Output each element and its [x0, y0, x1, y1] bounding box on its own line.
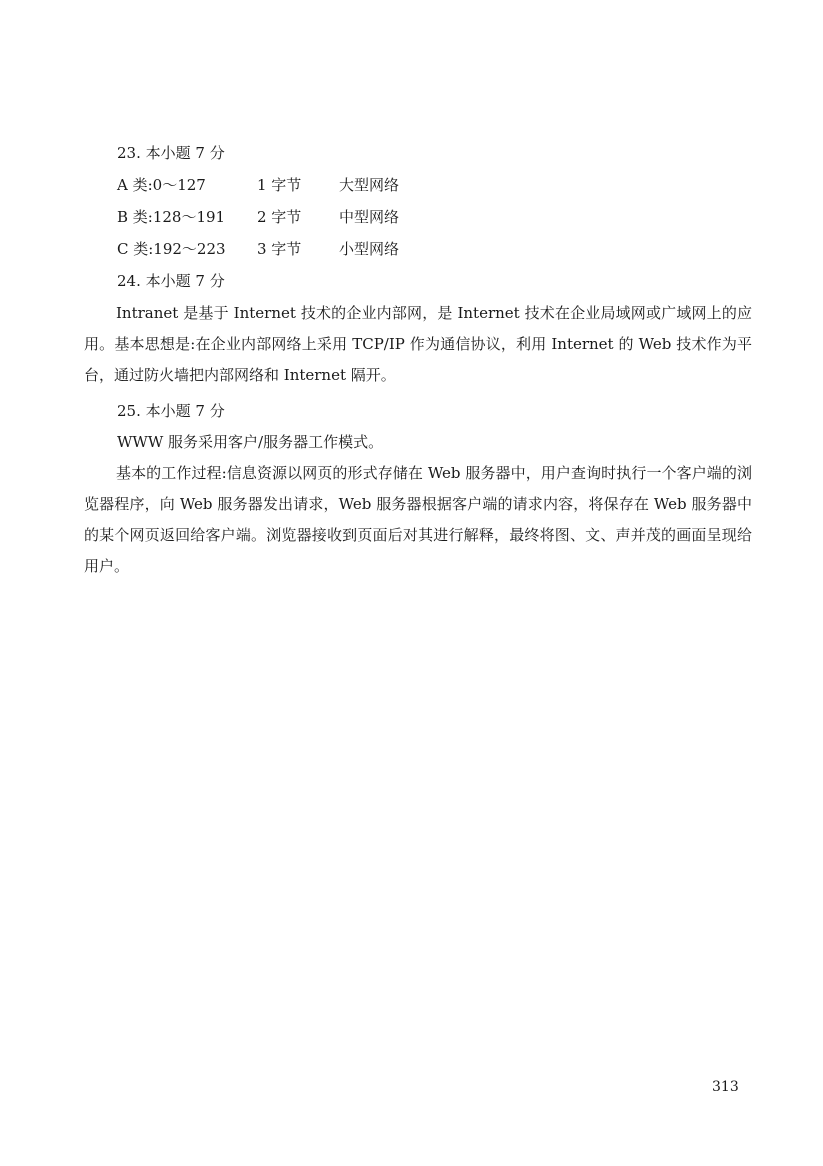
- q25-line1: WWW 服务采用客户/服务器工作模式。: [117, 433, 384, 451]
- page-number: 313: [712, 1079, 739, 1095]
- network-size: 大型网络: [339, 176, 400, 194]
- class-range: A 类:0～127: [117, 176, 206, 194]
- q24-paragraph: Intranet 是基于 Internet 技术的企业内部网，是 Internet 技术在企业局域网或广域网上的应用。基本思想是:在企业内部网络上采用 TCP/IP 作为通信协议，利用 Internet 的 Web 技术作为平台，通过防火墙把内部网络和 Internet 隔开。: [84, 304, 752, 384]
- byte-count: 1 字节: [257, 176, 302, 194]
- q24-heading: 24. 本小题 7 分: [117, 272, 225, 290]
- network-size: 小型网络: [339, 240, 400, 258]
- class-range: C 类:192～223: [117, 240, 226, 258]
- class-range: B 类:128～191: [117, 208, 226, 226]
- q25-heading: 25. 本小题 7 分: [117, 402, 225, 420]
- byte-count: 2 字节: [257, 208, 302, 226]
- byte-count: 3 字节: [257, 240, 302, 258]
- q25-paragraph: 基本的工作过程:信息资源以网页的形式存储在 Web 服务器中，用户查询时执行一个客户端的浏览器程序，向 Web 服务器发出请求，Web 服务器根据客户端的请求内容，将保存在 Web 服务器中的某个网页返回给客户端。浏览器接收到页面后对其进行解释，最终将图、文、声并茂的画面呈现给用户。: [84, 464, 752, 575]
- network-size: 中型网络: [339, 208, 400, 226]
- q23-heading: 23. 本小题 7 分: [117, 144, 225, 162]
